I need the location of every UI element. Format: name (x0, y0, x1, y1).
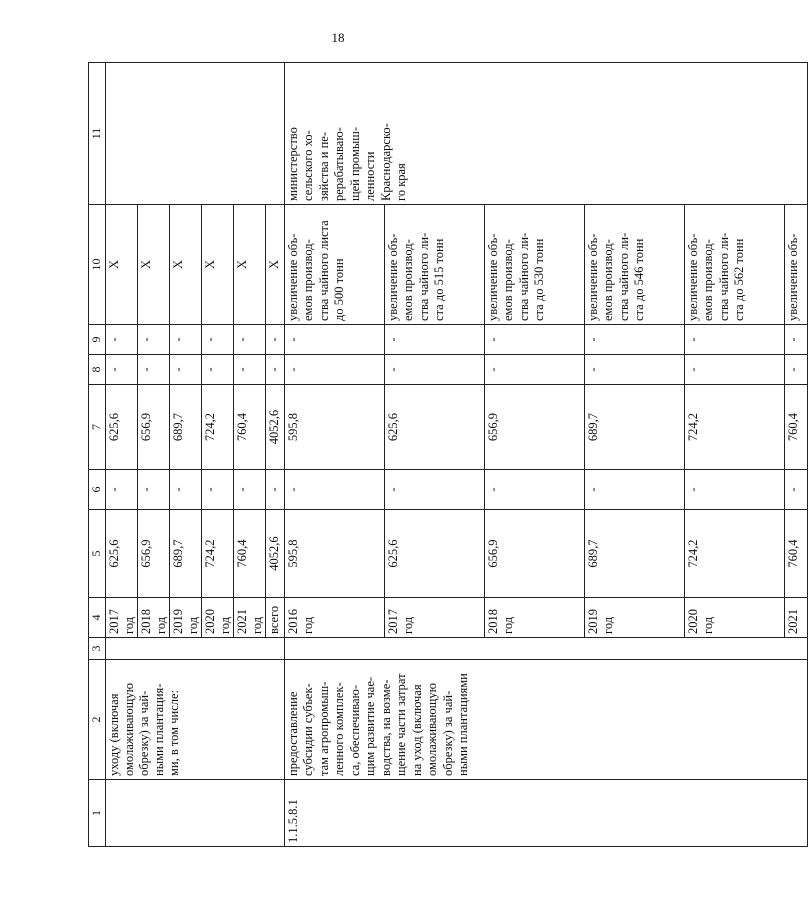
cont-responsible-cell (105, 63, 284, 205)
value-cell: 689,7 (584, 510, 684, 598)
value-cell: - (384, 355, 484, 385)
value-cell: 689,7 (169, 385, 201, 470)
year-cell: 2020 год (684, 598, 784, 638)
result-cell: X (201, 205, 233, 325)
value-cell: - (684, 470, 784, 510)
item-col3-cell (284, 638, 807, 660)
value-cell: 724,2 (201, 385, 233, 470)
value-cell: - (201, 355, 233, 385)
value-cell: - (105, 470, 137, 510)
value-cell: - (784, 325, 807, 355)
result-cell: X (169, 205, 201, 325)
value-cell: - (584, 355, 684, 385)
item-code-cell: 1.1.5.8.1 (284, 780, 807, 847)
value-cell: - (384, 325, 484, 355)
value-cell: - (265, 470, 284, 510)
year-cell: 2020 год (201, 598, 233, 638)
value-cell: 760,4 (784, 510, 807, 598)
value-cell: 4052,6 (265, 510, 284, 598)
value-cell: - (137, 470, 169, 510)
value-cell: - (284, 355, 384, 385)
value-cell: 689,7 (169, 510, 201, 598)
value-cell: 4052,6 (265, 385, 284, 470)
value-cell: 656,9 (484, 385, 584, 470)
value-cell: - (137, 325, 169, 355)
col-header-10: 10 (89, 205, 106, 325)
year-cell: 2017 год (384, 598, 484, 638)
value-cell: - (784, 470, 807, 510)
col-header-8: 8 (89, 355, 106, 385)
rotated-table-wrapper (88, 62, 808, 847)
value-cell: - (233, 355, 265, 385)
cont-code-cell (105, 780, 284, 847)
value-cell: - (284, 325, 384, 355)
col-header-7: 7 (89, 385, 106, 470)
value-cell: 625,6 (384, 385, 484, 470)
result-cell: увеличение объ- емов производ- ства чайного листа до 500 тонн (284, 205, 384, 325)
cont-name-cell: уходу (включая омолаживающую обрезку) за чай- ными плантация- ми, в том числе: (105, 660, 284, 780)
value-cell: 625,6 (384, 510, 484, 598)
value-cell: - (284, 470, 384, 510)
result-cell: увеличение объ- (784, 205, 807, 325)
result-cell: увеличение объ- емов производ- ства чайного ли- ста до 530 тонн (484, 205, 584, 325)
value-cell: 724,2 (684, 385, 784, 470)
value-cell: - (265, 355, 284, 385)
value-cell: - (684, 355, 784, 385)
year-cell: 2019 год (169, 598, 201, 638)
program-table (88, 62, 808, 847)
value-cell: - (169, 325, 201, 355)
value-cell: - (684, 325, 784, 355)
result-cell: увеличение объ- емов производ- ства чайного ли- ста до 546 тонн (584, 205, 684, 325)
value-cell: - (265, 325, 284, 355)
result-cell: X (137, 205, 169, 325)
col-header-9: 9 (89, 325, 106, 355)
value-cell: - (484, 470, 584, 510)
col-header-11: 11 (89, 63, 106, 205)
value-cell: 689,7 (584, 385, 684, 470)
col-header-3: 3 (89, 638, 106, 660)
result-cell: X (105, 205, 137, 325)
value-cell: 595,8 (284, 510, 384, 598)
cont-col3-cell (105, 638, 284, 660)
value-cell: - (105, 325, 137, 355)
result-cell: увеличение объ- емов производ- ства чайного ли- ста до 562 тонн (684, 205, 784, 325)
value-cell: 760,4 (233, 510, 265, 598)
value-cell: 724,2 (201, 510, 233, 598)
result-cell: X (265, 205, 284, 325)
value-cell: - (169, 470, 201, 510)
year-cell: 2016 год (284, 598, 384, 638)
result-cell: увеличение объ- емов производ- ства чайного ли- ста до 515 тонн (384, 205, 484, 325)
value-cell: - (484, 355, 584, 385)
value-cell: - (201, 470, 233, 510)
value-cell: - (169, 355, 201, 385)
value-cell: - (137, 355, 169, 385)
year-cell: 2018 год (484, 598, 584, 638)
value-cell: 595,8 (284, 385, 384, 470)
col-header-4: 4 (89, 598, 106, 638)
col-header-1: 1 (89, 780, 106, 847)
year-cell: 2021 год (233, 598, 265, 638)
value-cell: - (484, 325, 584, 355)
value-cell: - (105, 355, 137, 385)
year-cell: 2021 (784, 598, 807, 638)
value-cell: 760,4 (784, 385, 807, 470)
value-cell: - (201, 325, 233, 355)
responsible-cell: министерство сельского хо- зяйства и пе- рерабатываю- щей промыш- ленности Краснодарско- го края (284, 63, 807, 205)
header-row (89, 63, 106, 847)
year-cell: всего (265, 598, 284, 638)
table-row (105, 63, 137, 847)
value-cell: - (384, 470, 484, 510)
value-cell: 625,6 (105, 385, 137, 470)
page-number: 18 (331, 30, 345, 45)
value-cell: 760,4 (233, 385, 265, 470)
value-cell: 656,9 (484, 510, 584, 598)
table-row (284, 63, 384, 847)
value-cell: 724,2 (684, 510, 784, 598)
value-cell: - (584, 470, 684, 510)
col-header-6: 6 (89, 470, 106, 510)
value-cell: 656,9 (137, 510, 169, 598)
year-cell: 2019 год (584, 598, 684, 638)
value-cell: 625,6 (105, 510, 137, 598)
value-cell: - (584, 325, 684, 355)
col-header-2: 2 (89, 660, 106, 780)
year-cell: 2017 год (105, 598, 137, 638)
col-header-5: 5 (89, 510, 106, 598)
year-cell: 2018 год (137, 598, 169, 638)
value-cell: - (233, 325, 265, 355)
item-name-cell: предоставление субсидии субъек- там агропромыш- ленного комплек- са, обеспечиваю- щим развитие чае- водства, на возме- щение части затрат на уход (включая омолаживающую обрезку) за чай- ными плантациями (284, 660, 807, 780)
value-cell: 656,9 (137, 385, 169, 470)
result-cell: X (233, 205, 265, 325)
value-cell: - (784, 355, 807, 385)
value-cell: - (233, 470, 265, 510)
